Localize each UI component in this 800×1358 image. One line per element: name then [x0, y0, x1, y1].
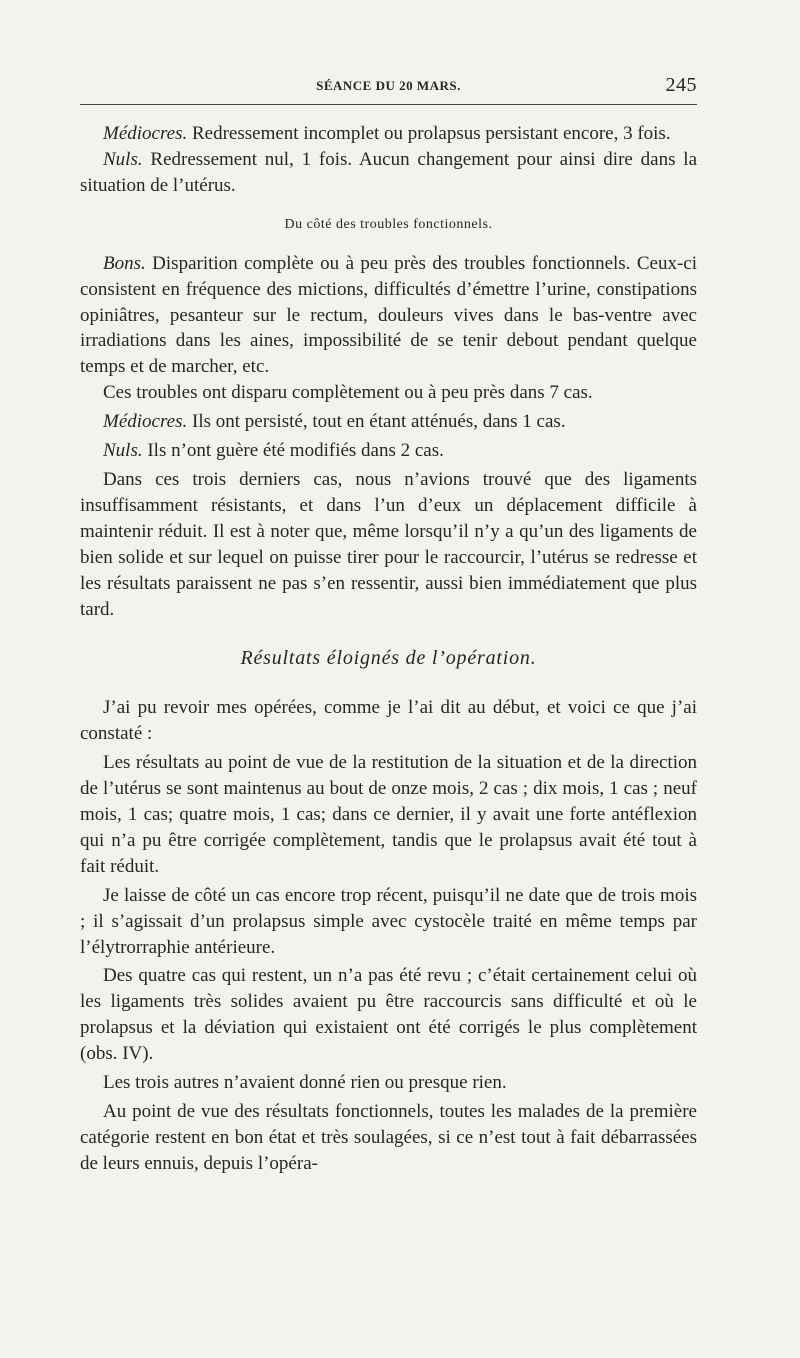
paragraph-nuls-troubles	[80, 438, 697, 464]
paragraph-mediocres-redressement	[80, 121, 697, 147]
paragraph-lead: Médiocres.	[103, 411, 188, 433]
header-title: SÉANCE DU 20 MARS.	[316, 78, 461, 93]
running-header	[80, 74, 697, 98]
section-heading-resultats: Résultats éloignés de l’opération.	[240, 647, 537, 670]
paragraph-nuls-redressement	[80, 147, 697, 199]
paragraph-text: Ils n’ont guère été modifiés dans 2 cas.	[142, 440, 444, 462]
paragraph-text: Redressement incomplet ou prolapsus persistant encore, 3 fois.	[187, 123, 671, 144]
header-rule	[80, 104, 697, 105]
paragraph-cas-recent: Je laisse de côté un cas encore trop récent, puisqu’il ne date que de trois mois ; il s’agissait d’un prolapsus simple avec cystocèle traité en même temps par l’élytrorraphie antérieure.	[80, 884, 697, 958]
page-number: 245	[665, 74, 697, 96]
paragraph-lead: Nuls.	[103, 148, 143, 170]
paragraph-revoir-operees: J’ai pu revoir mes opérées, comme je l’ai dit au début, et voici ce que j’ai constaté :	[80, 697, 697, 745]
paragraph-text: Ils ont persisté, tout en étant atténués, dans 1 cas.	[187, 411, 566, 433]
subheading-troubles: Du côté des troubles fonctionnels.	[284, 216, 493, 232]
paragraph-quatre-cas: Des quatre cas qui restent, un n’a pas été revu ; c’était certainement celui où les ligaments très solides avaient pu être raccourcis sans difficulté et où le prolapsus et la déviation qui existaient ont été corrigés le plus complètement (obs. IV).	[80, 965, 697, 1065]
paragraph-bons	[80, 251, 697, 381]
paragraph-mediocres-troubles	[80, 409, 697, 435]
paragraph-trois-autres: Les trois autres n’avaient donné rien ou presque rien.	[103, 1072, 507, 1094]
paragraph-lead: Bons.	[103, 252, 146, 274]
paragraph-resultats-situation: Les résultats au point de vue de la restitution de la situation et de la direction de l’utérus se sont maintenus au bout de onze mois, 2 cas ; dix mois, 1 cas ; neuf mois, 1 cas; quatre mois, 1 cas; dans ce dernier, il y avait une forte antéflexion qui n’a pu être corrigée complètement, tandis que le prolapsus avait été tout à fait réduit.	[80, 752, 697, 877]
paragraph-lead: Médiocres.	[103, 123, 188, 144]
paragraph-resultats-fonctionnels: Au point de vue des résultats fonctionnels, toutes les malades de la première catégorie restent en bon état et très soulagées, si ce n’est tout à fait débarrassées de leurs ennuis, depuis l’opéra-	[80, 1101, 697, 1174]
body-text	[80, 121, 697, 1177]
paragraph-lead: Nuls.	[103, 440, 143, 462]
paragraph-text: Redressement nul, 1 fois. Aucun changement pour ainsi dire dans la situation de l’utérus.	[80, 148, 697, 196]
paragraph-troubles-disparu: Ces troubles ont disparu complètement ou à peu près dans 7 cas.	[103, 382, 593, 404]
paragraph-trois-derniers-cas: Dans ces trois derniers cas, nous n’avions trouvé que des ligaments insuffisamment résistants, et dans l’un d’eux un déplacement difficile à maintenir réduit. Il est à noter que, même lorsqu’il n’y a qu’un des ligaments de bien solide et sur lequel on puisse tirer pour le raccourcir, l’utérus se redresse et les résultats paraissent ne pas s’en ressentir, aussi bien immédiatement que plus tard.	[80, 468, 697, 620]
paragraph-text: Disparition complète ou à peu près des troubles fonctionnels. Ceux-ci consistent en fréquence des mictions, difficultés d’émettre l’urine, constipations opiniâtres, pesanteur sur le rectum, douleurs vives dans le bas-ventre avec irradiations dans les aines, impossibilité de se tenir debout pendant quelque temps et de marcher, etc.	[80, 252, 697, 378]
